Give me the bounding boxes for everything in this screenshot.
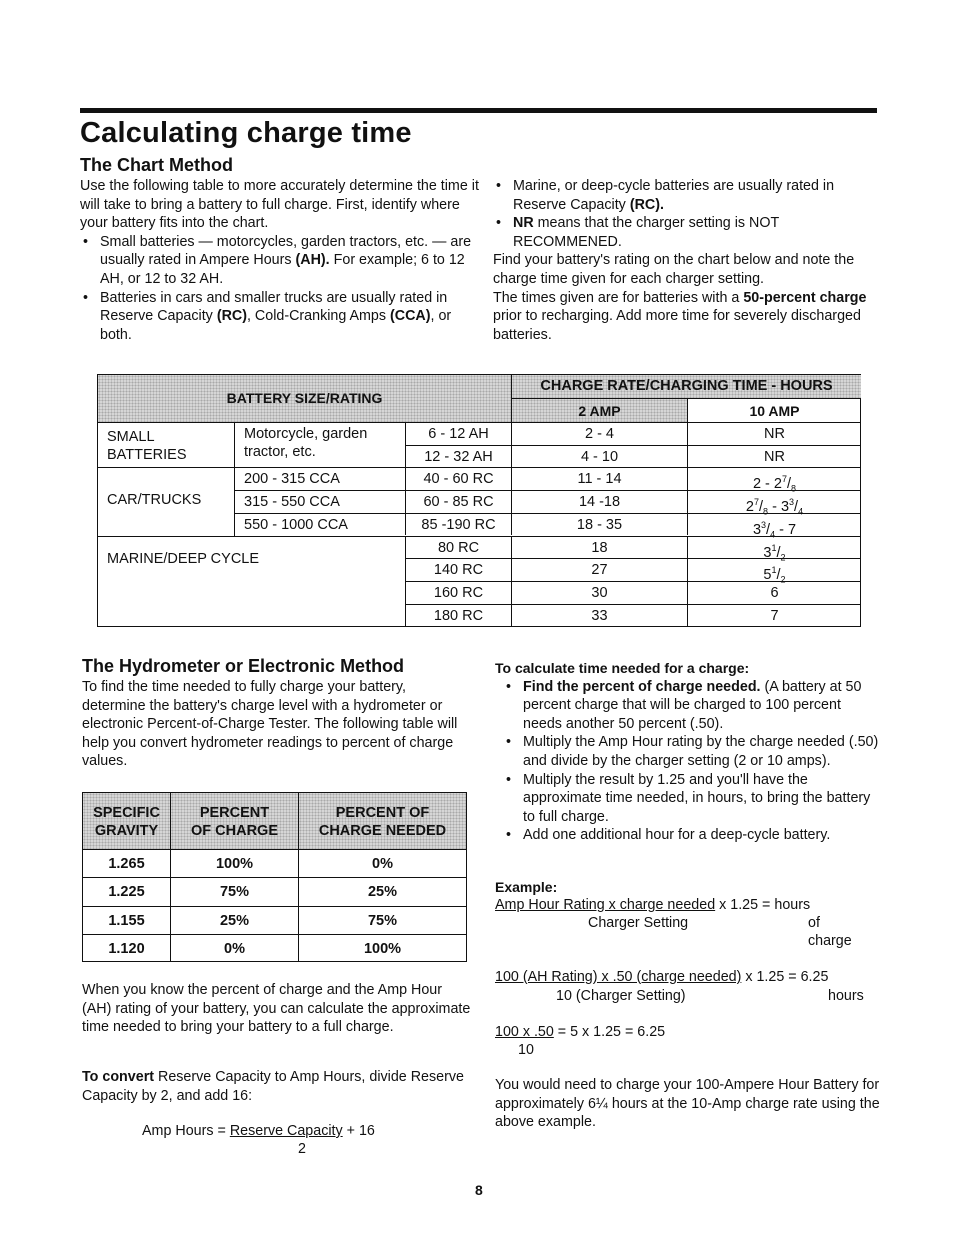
- closing-text: You would need to charge your 100-Ampere Hour Battery for approximately 6¼ hours at the 10-Amp charge rate using the above example.: [495, 1077, 880, 1131]
- two-amp-cell: 4 - 10: [511, 445, 687, 468]
- hydrometer-table: [82, 792, 467, 962]
- specific-gravity-cell: 1.120: [83, 934, 170, 962]
- example-3-denominator: 10: [518, 1042, 534, 1058]
- example-1-of: of: [808, 915, 820, 931]
- example-1-charge: charge: [808, 933, 852, 949]
- two-amp-cell: 33: [511, 604, 687, 626]
- rating-cell: 80 RC: [405, 536, 511, 559]
- two-amp-cell: 18 - 35: [511, 513, 687, 536]
- charge-needed-cell: 100%: [298, 934, 466, 962]
- chart-method-intro: Use the following table to more accurately determine the time it will take to bring a battery to full charge. First, identify where your battery fits into the chart.: [80, 178, 479, 232]
- calc-bullet-3: • Multiply the result by 1.25 and you'll have the approximate time needed, in hours, to bring the battery to full charge.: [503, 771, 880, 827]
- specific-gravity-cell: 1.265: [83, 849, 170, 877]
- ten-amp-cell: NR: [687, 445, 861, 468]
- chart-method-right-column: [493, 177, 878, 344]
- charge-needed-cell: 75%: [298, 906, 466, 934]
- small-batteries-desc: Motorcycle, garden tractor, etc.: [234, 422, 405, 467]
- nr-bullet: • NR means that the charger setting is NOT RECOMMENED.: [493, 214, 878, 251]
- percent-of-charge-cell: 75%: [170, 877, 298, 905]
- small-batteries-label: SMALL BATTERIES: [98, 422, 234, 467]
- percent-of-charge-cell: 100%: [170, 849, 298, 877]
- page-number: 8: [475, 1182, 483, 1198]
- calc-column: [495, 659, 880, 845]
- rating-cell: 40 - 60 RC: [405, 467, 511, 490]
- calc-bullet-4: • Add one additional hour for a deep-cycle battery.: [503, 826, 880, 845]
- charge-needed-cell: 0%: [298, 849, 466, 877]
- two-amp-cell: 2 - 4: [511, 422, 687, 445]
- ten-amp-cell: $3^3/_4 - 7$: [687, 513, 861, 536]
- ten-amp-cell: $5^1/_2$: [687, 558, 861, 581]
- battery-size-header: BATTERY SIZE/RATING: [98, 375, 511, 422]
- two-amp-cell: 14 -18: [511, 490, 687, 513]
- percent-of-charge-cell: 25%: [170, 906, 298, 934]
- specific-gravity-header: SPECIFIC GRAVITY: [83, 793, 170, 849]
- two-amp-cell: 18: [511, 536, 687, 559]
- ten-amp-header: 10 AMP: [687, 398, 861, 422]
- charge-time-table: [97, 374, 861, 627]
- cca-row: 200 - 315 CCA: [234, 467, 405, 490]
- hydrometer-intro: To find the time needed to fully charge your battery, determine the battery's charge level with a hydrometer or electronic Percent-of-Charge Tester. The following table will help you convert hydrometer readings to percent of charge values.: [82, 679, 458, 770]
- cca-row: 315 - 550 CCA: [234, 490, 405, 513]
- calc-bullet-1: • Find the percent of charge needed. (A battery at 50 percent charge that will be charged to 100 percent needs another 50 percent (.50).: [503, 678, 880, 734]
- two-amp-cell: 27: [511, 558, 687, 581]
- amp-hours-formula: Amp Hours = Reserve Capacity + 16: [142, 1123, 375, 1139]
- example-1-denominator: Charger Setting: [588, 915, 689, 931]
- chart-method-left-column: [80, 177, 480, 344]
- rating-cell: 6 - 12 AH: [405, 422, 511, 445]
- example-label: Example:: [495, 879, 558, 895]
- title-rule: [80, 108, 877, 113]
- page-title: Calculating charge time: [80, 117, 412, 149]
- ten-amp-cell: $3^1/_2$: [687, 536, 861, 559]
- convert-text: To convert Reserve Capacity to Amp Hours, divide Reserve Capacity by 2, and add 16:: [82, 1069, 464, 1104]
- ten-amp-cell: $2^7/_8 - 3^3/_4$: [687, 490, 861, 513]
- after-table-text: When you know the percent of charge and the Amp Hour (AH) rating of your battery, you can calculate the approximate time needed to bring your battery to a full charge.: [82, 982, 471, 1036]
- cca-row: 550 - 1000 CCA: [234, 513, 405, 536]
- calc-bullet-2: • Multiply the Amp Hour rating by the charge needed (.50) and divide by the charger setting (2 or 10 amps).: [503, 733, 880, 770]
- ten-amp-cell: 7: [687, 604, 861, 626]
- times-given-text: The times given are for batteries with a 50-percent charge prior to recharging. Add more time for severely discharged batteries.: [493, 289, 867, 343]
- charge-needed-cell: 25%: [298, 877, 466, 905]
- charge-rate-header: CHARGE RATE/CHARGING TIME - HOURS: [511, 375, 861, 398]
- rating-cell: 85 -190 RC: [405, 513, 511, 536]
- calc-heading: To calculate time needed for a charge:: [495, 660, 750, 676]
- percent-of-charge-cell: 0%: [170, 934, 298, 962]
- example-formula-3: 100 x .50 = 5 x 1.25 = 6.25: [495, 1024, 666, 1040]
- percent-charge-needed-header: PERCENT OF CHARGE NEEDED: [298, 793, 466, 849]
- example-2-denominator: 10 (Charger Setting): [556, 988, 686, 1004]
- car-batteries-bullet: • Batteries in cars and smaller trucks are usually rated in Reserve Capacity (RC), Cold-Cranking Amps (CCA), or both.: [80, 289, 480, 345]
- specific-gravity-cell: 1.155: [83, 906, 170, 934]
- two-amp-header: 2 AMP: [511, 398, 687, 422]
- ten-amp-cell: NR: [687, 422, 861, 445]
- rating-cell: 60 - 85 RC: [405, 490, 511, 513]
- rating-cell: 12 - 32 AH: [405, 445, 511, 468]
- formula-denominator: 2: [298, 1141, 306, 1157]
- rating-cell: 160 RC: [405, 581, 511, 604]
- ten-amp-cell: 6: [687, 581, 861, 604]
- marine-deep-cycle-label: MARINE/DEEP CYCLE: [98, 536, 405, 626]
- example-2-hours: hours: [828, 988, 864, 1004]
- chart-method-heading: The Chart Method: [80, 155, 233, 175]
- rating-cell: 140 RC: [405, 558, 511, 581]
- specific-gravity-cell: 1.225: [83, 877, 170, 905]
- example-formula-2: 100 (AH Rating) x .50 (charge needed) x 1.25 = 6.25: [495, 969, 829, 985]
- two-amp-cell: 30: [511, 581, 687, 604]
- two-amp-cell: 11 - 14: [511, 467, 687, 490]
- small-batteries-bullet: • Small batteries — motorcycles, garden tractors, etc. — are usually rated in Ampere Hours (AH). For example; 6 to 12 AH, or 12 to 32 AH.: [80, 233, 480, 289]
- find-rating-text: Find your battery's rating on the chart below and note the charge time given for each charger setting.: [493, 252, 855, 287]
- percent-of-charge-header: PERCENT OF CHARGE: [170, 793, 298, 849]
- example-formula-1: Amp Hour Rating x charge needed x 1.25 = hours: [495, 897, 811, 913]
- ten-amp-cell: $2 - 2^7/_8$: [687, 467, 861, 490]
- car-trucks-label: CAR/TRUCKS: [98, 467, 234, 536]
- marine-bullet: • Marine, or deep-cycle batteries are usually rated in Reserve Capacity (RC).: [493, 177, 878, 214]
- hydrometer-heading: The Hydrometer or Electronic Method: [82, 656, 405, 676]
- rating-cell: 180 RC: [405, 604, 511, 626]
